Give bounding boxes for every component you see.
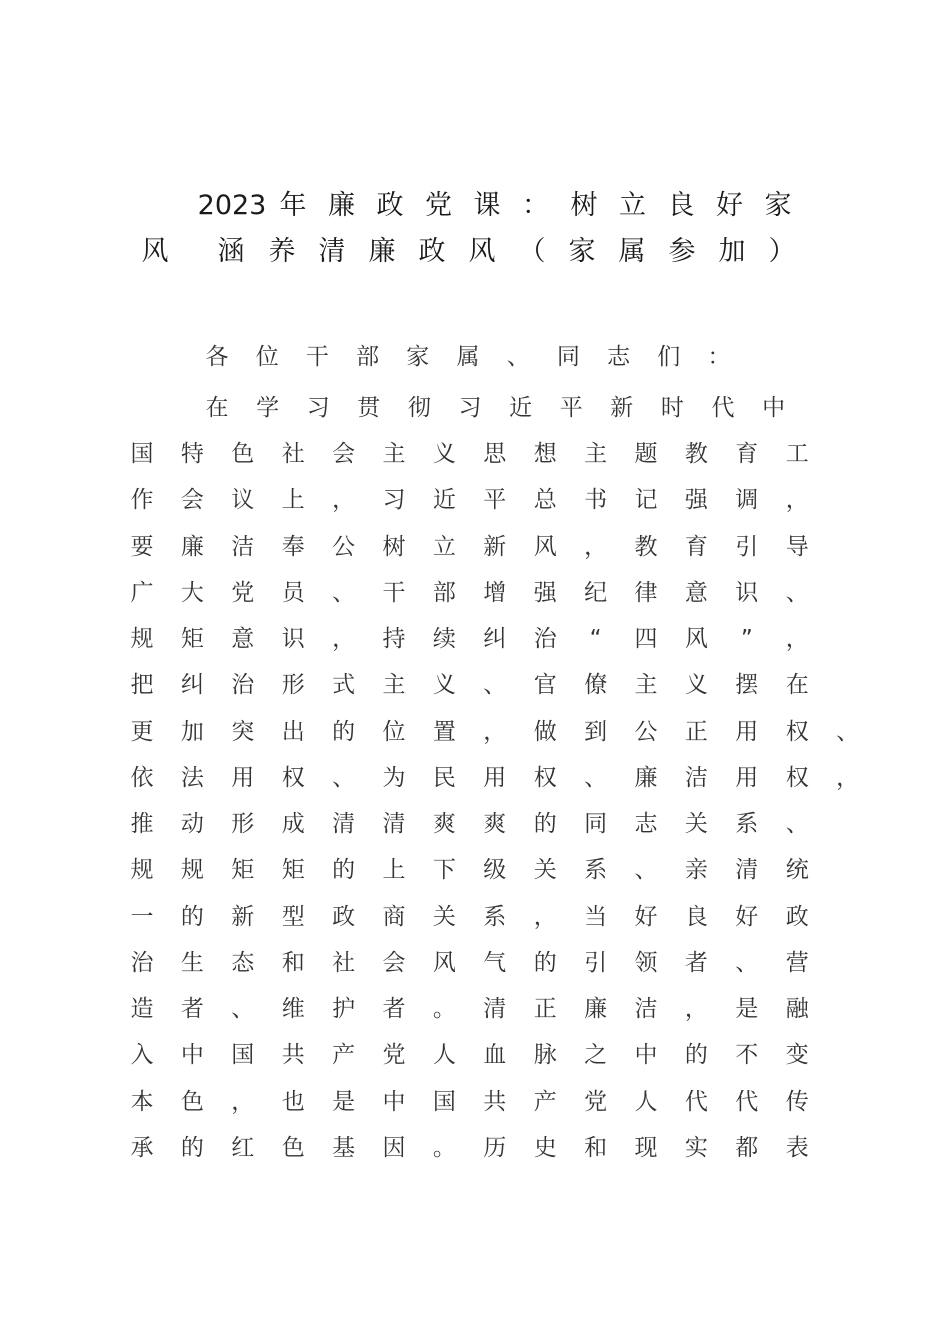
- body-line: 国 特 色 社 会 主 义 思 想 主 题 教 育 工: [130, 441, 809, 467]
- body-line: 更 加 突 出 的 位 置 ， 做 到 公 正 用 权 、: [130, 719, 860, 745]
- body-line: 在 学 习 贯 彻 习 近 平 新 时 代 中: [205, 395, 786, 421]
- salutation: 各 位 干 部 家 属 、 同 志 们 ：: [205, 344, 731, 370]
- body-line: 把 纠 治 形 式 主 义 、 官 僚 主 义 摆 在: [130, 672, 809, 698]
- body-line: 规 规 矩 矩 的 上 下 级 关 系 、 亲 清 统: [130, 857, 809, 883]
- body-line: 一 的 新 型 政 商 关 系 ， 当 好 良 好 政: [130, 904, 809, 930]
- title-line-2: 风 涵 养 清 廉 政 风 （ 家 属 参 加 ）: [141, 236, 796, 267]
- body-line: 广 大 党 员 、 干 部 增 强 纪 律 意 识 、: [130, 580, 809, 606]
- body-line: 入 中 国 共 产 党 人 血 脉 之 中 的 不 变: [130, 1042, 809, 1068]
- body-line: 要 廉 洁 奉 公 树 立 新 风 ， 教 育 引 导: [130, 534, 809, 560]
- body-line: 本 色 ， 也 是 中 国 共 产 党 人 代 代 传: [130, 1089, 809, 1115]
- body-line: 承 的 红 色 基 因 。 历 史 和 现 实 都 表: [130, 1135, 809, 1161]
- body-line: 依 法 用 权 、 为 民 用 权 、 廉 洁 用 权 ，: [130, 765, 860, 791]
- title-line-1: 2023 年 廉 政 党 课 ： 树 立 良 好 家: [197, 190, 792, 221]
- body-line: 推 动 形 成 清 清 爽 爽 的 同 志 关 系 、: [130, 811, 809, 837]
- body-line: 规 矩 意 识 ， 持 续 纠 治 “ 四 风 ” ，: [130, 626, 809, 652]
- body-line: 治 生 态 和 社 会 风 气 的 引 领 者 、 营: [130, 950, 809, 976]
- body-line: 作 会 议 上 ， 习 近 平 总 书 记 强 调 ，: [130, 487, 809, 513]
- body-line: 造 者 、 维 护 者 。 清 正 廉 洁 ， 是 融: [130, 996, 809, 1022]
